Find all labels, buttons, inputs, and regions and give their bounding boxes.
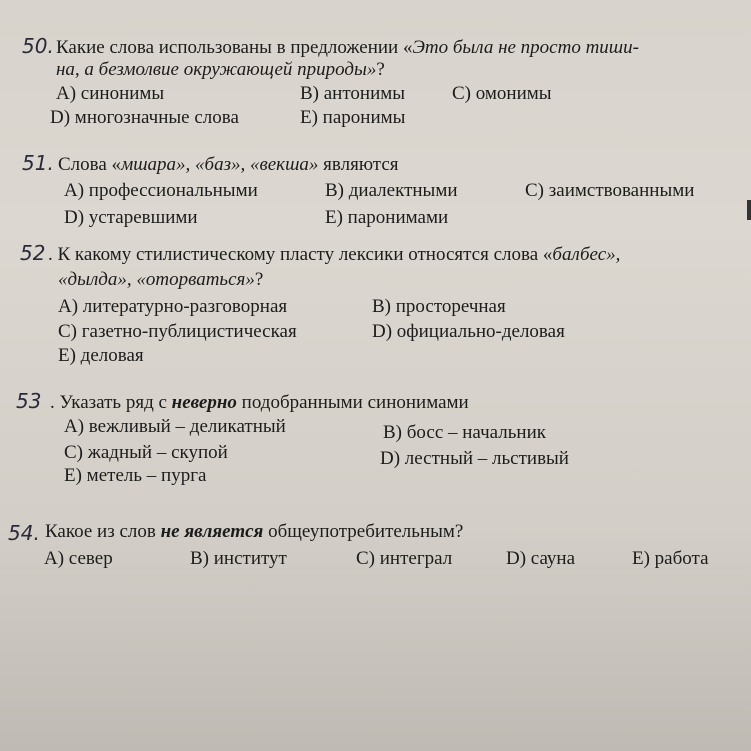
option-e[interactable]: E) паронимы [300, 107, 406, 128]
option-a[interactable]: A) север [44, 548, 113, 569]
question-text: . К какому стилистическому пласту лексики относятся слова «балбес», [48, 244, 621, 265]
question-text-line2: на, а безмолвие окружающей природы»? [56, 59, 385, 80]
option-d[interactable]: D) многозначные слова [50, 107, 239, 128]
option-c[interactable]: C) интеграл [356, 548, 453, 569]
question-number: 50. [22, 34, 54, 58]
option-c[interactable]: C) газетно-публицистическая [58, 321, 297, 342]
option-b[interactable]: B) просторечная [372, 296, 506, 317]
option-e[interactable]: E) метель – пурга [64, 465, 207, 486]
question-text: Какое из слов не является общеупотребительным? [45, 521, 464, 542]
option-b[interactable]: B) антонимы [300, 83, 406, 104]
option-b[interactable]: B) диалектными [325, 180, 458, 201]
option-d[interactable]: D) сауна [506, 548, 576, 569]
question-text: Какие слова использованы в предложении «Это была не просто тиши- [56, 37, 639, 58]
page-edge-mark [747, 200, 751, 220]
question-number: 51. [22, 151, 54, 175]
option-c[interactable]: C) жадный – скупой [64, 442, 228, 463]
option-a[interactable]: A) синонимы [56, 83, 165, 104]
option-d[interactable]: D) лестный – льстивый [380, 448, 569, 469]
question-text: Слова «мшара», «баз», «векша» являются [58, 154, 399, 175]
option-b[interactable]: B) институт [190, 548, 287, 569]
option-e[interactable]: E) деловая [58, 345, 144, 366]
option-a[interactable]: A) профессиональными [64, 180, 258, 201]
option-a[interactable]: A) вежливый – деликатный [64, 416, 286, 437]
option-d[interactable]: D) официально-деловая [372, 321, 565, 342]
question-text: . Указать ряд с неверно подобранными синонимами [50, 392, 469, 413]
option-e[interactable]: E) паронимами [325, 207, 449, 228]
option-b[interactable]: B) босс – начальник [383, 422, 546, 443]
question-number: 52 [20, 241, 46, 265]
option-a[interactable]: A) литературно-разговорная [58, 296, 288, 317]
option-c[interactable]: C) омонимы [452, 83, 552, 104]
option-c[interactable]: C) заимствованными [525, 180, 695, 201]
question-number: 54. [8, 521, 40, 545]
option-e[interactable]: E) работа [632, 548, 709, 569]
question-text-line2: «дылда», «оторваться»? [58, 269, 264, 290]
question-number: 53 [16, 389, 42, 413]
option-d[interactable]: D) устаревшими [64, 207, 198, 228]
